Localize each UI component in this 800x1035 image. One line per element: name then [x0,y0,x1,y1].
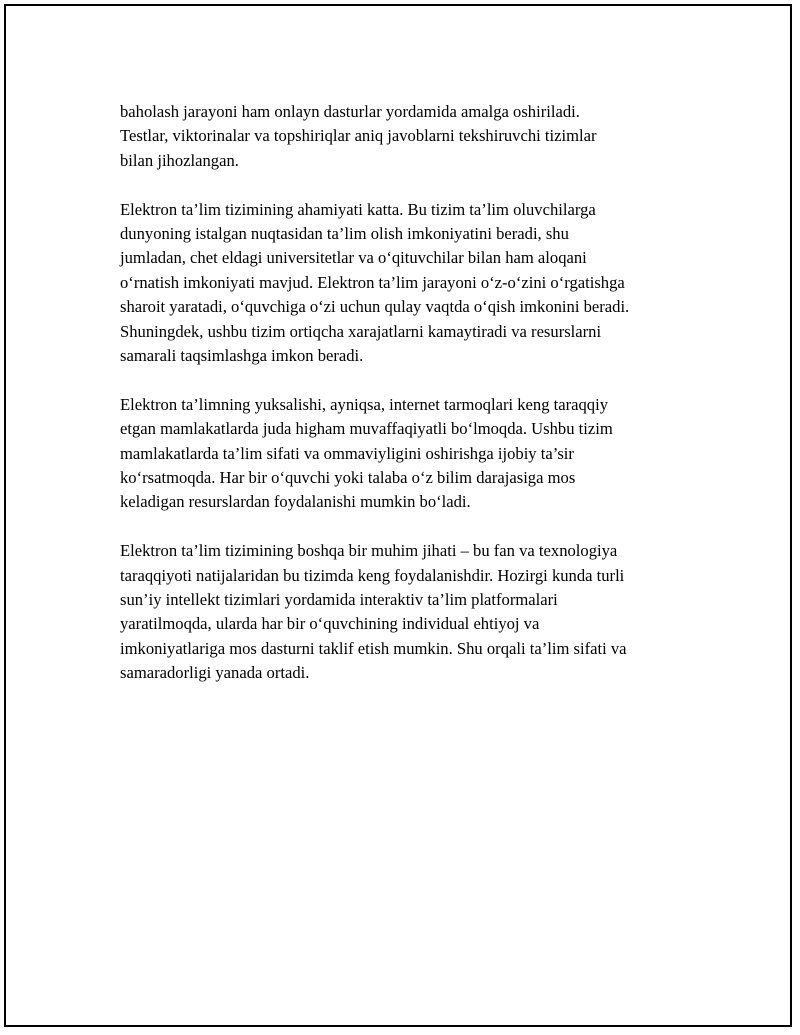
paragraph-4: Elektron ta’lim tizimining boshqa bir muhim jihati – bu fan va texnologiya taraqqiyoti natijalaridan bu tizimda keng foydalanishdir. Hozirgi kunda turli sun’iy intellekt tizimlari yordamida interaktiv ta’lim platformalari yaratilmoqda, ularda har bir o‘quvchining individual ehtiyoj va imkoniyatlariga mos dasturni taklif etish mumkin. Shu orqali ta’lim sifati va samaradorligi yanada ortadi. [120,541,627,683]
paragraph-2: Elektron ta’lim tizimining ahamiyati katta. Bu tizim ta’lim oluvchilarga dunyoning istalgan nuqtasidan ta’lim olish imkoniyatini beradi, shu jumladan, chet eldagi universitetlar va o‘qituvchilar bilan ham aloqani o‘rnatish imkoniyati mavjud. Elektron ta’lim jarayoni o‘z-o‘zini o‘rgatishga sharoit yaratadi, o‘quvchiga o‘zi uchun qulay vaqtda o‘qish imkonini beradi. Shuningdek, ushbu tizim ortiqcha xarajatlarni kamaytiradi va resurslarni samarali taqsimlashga imkon beradi. [120,199,630,366]
document-body [120,100,710,710]
paragraph-1: baholash jarayoni ham onlayn dasturlar yordamida amalga oshiriladi. Testlar, viktorinalar va topshiriqlar aniq javoblarni tekshiruvchi tizimlar bilan jihozlangan. [120,102,597,170]
document-page [4,4,792,1027]
paragraph-3: Elektron ta’limning yuksalishi, ayniqsa, internet tarmoqlari keng taraqqiy etgan mamlakatlarda juda higham muvaffaqiyatli bo‘lmoqda. Ushbu tizim mamlakatlarda ta’lim sifati va ommaviyligini oshirishga ijobiy ta’sir ko‘rsatmoqda. Har bir o‘quvchi yoki talaba o‘z bilim darajasiga mos keladigan resurslardan foydalanishi mumkin bo‘ladi. [120,394,613,512]
